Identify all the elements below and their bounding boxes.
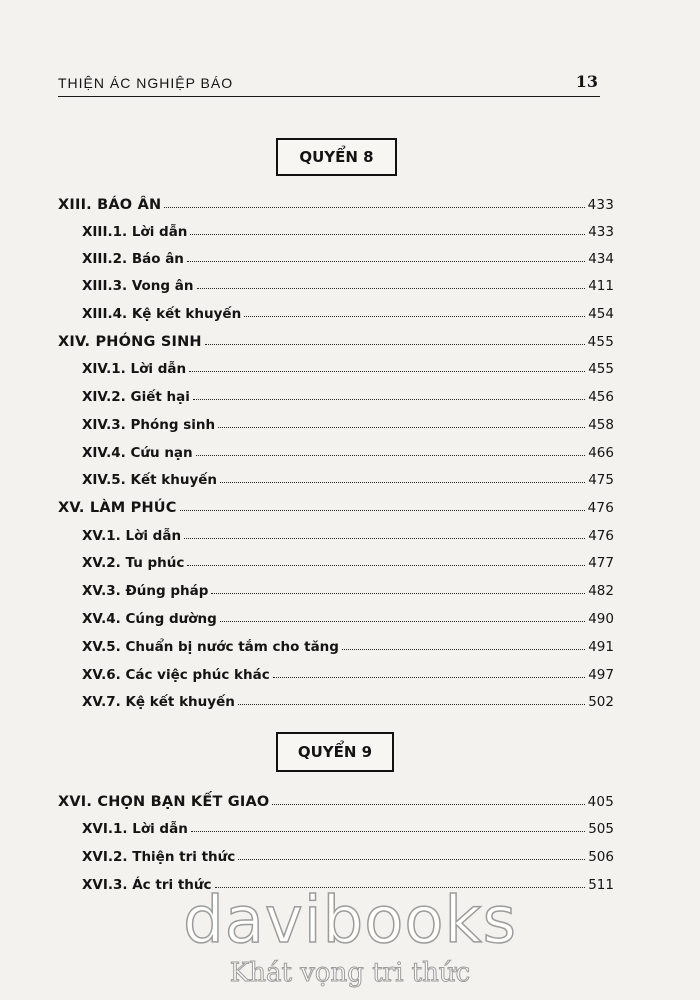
toc-dot-leader (187, 565, 585, 566)
toc-entry-page: 505 (588, 821, 614, 837)
toc-section-row (58, 355, 614, 377)
toc-dot-leader (220, 482, 585, 483)
toc-entry-page: 433 (588, 224, 614, 240)
toc-entry-page: 455 (587, 334, 614, 350)
toc-entry-title: XV.5. Chuẩn bị nước tắm cho tăng (82, 639, 339, 655)
toc-entry-page: 475 (588, 472, 614, 488)
toc-entry-page: 490 (588, 611, 614, 627)
toc-entry-page: 491 (588, 639, 614, 655)
toc-entry-page: 511 (588, 877, 614, 893)
toc-entry-title: XV.3. Đúng pháp (82, 583, 209, 599)
toc-dot-leader (184, 538, 585, 539)
toc-section-row (58, 383, 614, 405)
toc-entry-page: 482 (588, 583, 614, 599)
toc-dot-leader (342, 649, 585, 650)
toc-entry-title: XIV.1. Lời dẫn (82, 361, 187, 377)
toc-dot-leader (238, 704, 585, 705)
toc-dot-leader (273, 677, 585, 678)
toc-entry-page: 506 (588, 849, 614, 865)
toc-section-row (58, 815, 614, 837)
running-title: THIỆN ÁC NGHIỆP BÁO (58, 75, 234, 91)
toc-dot-leader (164, 207, 584, 208)
toc-entry-page: 458 (588, 417, 614, 433)
toc-entry-page: 434 (588, 251, 614, 267)
toc-entry-title: XIV. PHÓNG SINH (58, 334, 202, 350)
toc-dot-leader (205, 344, 585, 345)
toc-chapter-row (58, 788, 614, 810)
toc-entry-title: XV.4. Cúng dường (82, 611, 217, 627)
toc-dot-leader (189, 371, 585, 372)
toc-entry-title: XV.6. Các việc phúc khác (82, 667, 270, 683)
toc-entry-page: 476 (588, 528, 614, 544)
toc-dot-leader (211, 593, 585, 594)
toc-entry-page: 477 (588, 555, 614, 571)
toc-dot-leader (180, 510, 585, 511)
toc-entry-page: 466 (588, 445, 614, 461)
toc-dot-leader (191, 831, 585, 832)
toc-section-row (58, 245, 614, 267)
toc-section-row (58, 549, 614, 571)
toc-section-row (58, 633, 614, 655)
toc-section-row (58, 272, 614, 294)
toc-section-row (58, 843, 614, 865)
toc-entry-page: 411 (588, 278, 614, 294)
toc-entry-title: XVI. CHỌN BẠN KẾT GIAO (58, 794, 270, 810)
toc-entry-title: XIV.2. Giết hại (82, 389, 190, 405)
toc-entry-page: 456 (588, 389, 614, 405)
volume-8-heading: QUYỂN 8 (276, 138, 397, 176)
page-number: 13 (575, 72, 598, 91)
toc-entry-title: XV.7. Kệ kết khuyến (82, 694, 235, 710)
toc-section-row (58, 688, 614, 710)
toc-section-row (58, 300, 614, 322)
toc-entry-title: XIV.5. Kết khuyến (82, 472, 218, 488)
toc-section-row (58, 605, 614, 627)
toc-dot-leader (244, 316, 585, 317)
toc-dot-leader (238, 859, 585, 860)
toc-entry-title: XVI.1. Lời dẫn (82, 821, 188, 837)
toc-entry-title: XIII. BÁO ÂN (58, 197, 162, 213)
toc-entry-title: XIII.3. Vong ân (82, 278, 194, 294)
toc-entry-title: XV.1. Lời dẫn (82, 528, 182, 544)
toc-dot-leader (193, 399, 585, 400)
toc-entry-title: XIII.1. Lời dẫn (82, 224, 188, 240)
toc-entry-title: XIV.3. Phóng sinh (82, 417, 216, 433)
toc-dot-leader (218, 427, 585, 428)
toc-entry-page: 405 (587, 794, 614, 810)
toc-chapter-row (58, 328, 614, 350)
toc-entry-page: 455 (588, 361, 614, 377)
toc-section-row (58, 522, 614, 544)
toc-entry-page: 502 (588, 694, 614, 710)
toc-chapter-row (58, 191, 614, 213)
toc-entry-page: 433 (587, 197, 614, 213)
toc-entry-title: XVI.2. Thiện tri thức (82, 849, 236, 865)
toc-section-row (58, 466, 614, 488)
toc-section-row (58, 661, 614, 683)
watermark-slogan: Khát vọng tri thức (229, 958, 471, 988)
toc-chapter-row (58, 494, 614, 516)
toc-section-row (58, 439, 614, 461)
toc-dot-leader (272, 804, 584, 805)
toc-dot-leader (196, 455, 586, 456)
toc-entry-title: XV.2. Tu phúc (82, 555, 185, 571)
toc-entry-title: XIV.4. Cứu nạn (82, 445, 193, 461)
volume-9-heading: QUYỂN 9 (276, 732, 394, 772)
toc-entry-title: XV. LÀM PHÚC (58, 500, 177, 516)
toc-dot-leader (187, 261, 585, 262)
toc-entry-title: XIII.4. Kệ kết khuyến (82, 306, 242, 322)
toc-section-row (58, 577, 614, 599)
toc-section-row (58, 218, 614, 240)
toc-section-row (58, 411, 614, 433)
watermark-brand: davibooks (183, 884, 517, 958)
toc-entry-page: 497 (588, 667, 614, 683)
toc-dot-leader (197, 288, 586, 289)
toc-entry-page: 476 (587, 500, 614, 516)
running-header (58, 72, 600, 97)
toc-entry-title: XVI.3. Ác tri thức (82, 877, 212, 893)
toc-entry-page: 454 (588, 306, 614, 322)
toc-entry-title: XIII.2. Báo ân (82, 251, 184, 267)
toc-dot-leader (190, 234, 585, 235)
toc-dot-leader (220, 621, 585, 622)
